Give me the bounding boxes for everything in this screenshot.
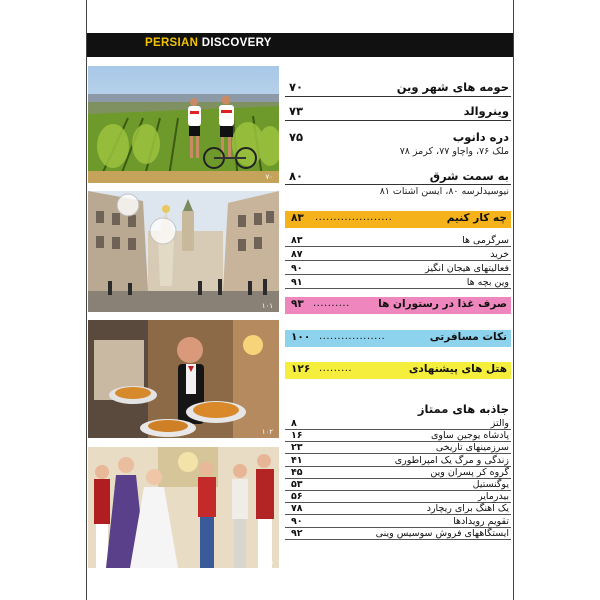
item-title: خرید: [490, 249, 509, 260]
item-title: سرگرمی ها: [462, 235, 509, 246]
toc-section[interactable]: [285, 104, 511, 120]
item-page: ۵۶: [291, 491, 303, 503]
toc-item[interactable]: [285, 277, 511, 289]
street-illustration: [88, 191, 279, 312]
toc-item[interactable]: [285, 249, 511, 261]
item-title: زندگی و مرگ یک امپراطوری: [394, 454, 509, 466]
photo-page-number: ۷۹: [265, 558, 273, 566]
highlight-item[interactable]: [285, 479, 511, 491]
item-page: ۴۵: [291, 466, 303, 478]
item-title: گروه کر پسران وین: [430, 466, 509, 478]
dot-leader: .....................: [315, 212, 393, 223]
book-page: [86, 0, 514, 600]
toc-highlights: [285, 402, 511, 572]
photo-waiter-schnitzel: [88, 320, 279, 438]
toc-travel-tips: [285, 330, 511, 348]
section-page: ۸۰: [289, 169, 304, 183]
section-page: ۷۰: [289, 80, 304, 94]
band-page: ۹۳: [291, 298, 304, 310]
photo-page-number: ۱۰۱: [261, 302, 273, 310]
band-what-to-do[interactable]: [285, 211, 511, 228]
item-page: ۱۶: [291, 430, 303, 442]
item-title: وین بچه ها: [466, 277, 509, 288]
highlight-item[interactable]: [285, 418, 511, 430]
divider: [285, 184, 511, 185]
toc-section[interactable]: [285, 130, 511, 146]
photo-page-number: ۷۰: [265, 173, 273, 181]
item-page: ۵۳: [291, 479, 303, 490]
item-title: یک آهنگ برای ریچارد: [426, 503, 509, 515]
section-title: دره دانوب: [452, 130, 509, 144]
toc-activities: [285, 211, 511, 291]
brand-accent: PERSIAN: [145, 37, 199, 49]
dot-leader: .........: [319, 363, 353, 374]
highlight-item[interactable]: [285, 455, 511, 467]
band-page: ۱۰۰: [291, 331, 311, 343]
children-illustration: [88, 447, 279, 568]
item-title: بیدرمایر: [478, 491, 509, 503]
band-hotels[interactable]: [285, 362, 511, 379]
highlight-item[interactable]: [285, 528, 511, 540]
highlight-item[interactable]: [285, 503, 511, 515]
brand-rest: DISCOVERY: [198, 37, 272, 49]
item-page: ۸: [291, 418, 297, 429]
header-bar: [87, 33, 513, 57]
item-page: ۲۳: [291, 442, 303, 454]
photo-page-number: ۱۰۲: [261, 428, 273, 436]
band-travel-tips[interactable]: [285, 330, 511, 347]
item-page: ۹۰: [291, 515, 303, 527]
divider: [285, 246, 511, 247]
item-page: ۸۷: [291, 249, 303, 260]
photo-vineyard-cyclists: [88, 66, 279, 183]
highlights-title: جاذبه های ممتاز: [417, 402, 509, 416]
item-page: ۹۰: [291, 263, 303, 274]
vineyard-illustration: [88, 66, 279, 183]
brand-title: [145, 37, 272, 49]
item-page: ۸۳: [291, 235, 303, 246]
highlight-item[interactable]: [285, 516, 511, 528]
item-title: ایستگاههای فروش سوسیس وینی: [375, 527, 509, 539]
photo-vienna-street: [88, 191, 279, 312]
toc-sections: [285, 80, 511, 200]
item-title: یوگنستیل: [472, 479, 509, 490]
section-title: حومه های شهر وین: [396, 80, 509, 94]
item-page: ۹۱: [291, 277, 303, 288]
band-page: ۸۳: [291, 212, 304, 224]
restaurant-illustration: [88, 320, 279, 438]
toc-section[interactable]: [285, 169, 511, 185]
item-page: ۷۸: [291, 503, 303, 515]
divider: [285, 539, 511, 540]
toc-section[interactable]: [285, 80, 511, 96]
divider: [285, 120, 511, 121]
section-page: ۷۳: [289, 104, 304, 118]
item-title: سرزمینهای تاریخی: [435, 442, 509, 454]
child-tricorn: [198, 462, 216, 568]
dot-leader: ..........: [313, 298, 350, 309]
child-right: [256, 454, 274, 568]
band-page: ۱۲۶: [291, 363, 311, 375]
item-title: تقویم رویدادها: [453, 515, 509, 527]
child-red-coat: [94, 465, 110, 568]
section-subtitle: نیوسیدلرسه ۸۰، ایسن اشتات ۸۱: [379, 186, 509, 197]
highlight-item[interactable]: [285, 491, 511, 503]
item-title: پادشاه یوجین ساوی: [430, 430, 509, 442]
photo-children-costumes: [88, 447, 279, 568]
toc-item[interactable]: [285, 235, 511, 247]
band-title: صرف غذا در رستوران ها: [378, 298, 507, 310]
band-title: نکات مسافرتی: [429, 331, 507, 343]
highlight-item[interactable]: [285, 442, 511, 454]
toc-hotels: [285, 362, 511, 380]
section-title: وینروالد: [463, 104, 509, 118]
item-title: والتز: [490, 418, 509, 429]
highlight-item[interactable]: [285, 430, 511, 442]
highlights-heading-row: [285, 402, 511, 418]
band-dining[interactable]: [285, 297, 511, 314]
section-page: ۷۵: [289, 130, 304, 144]
divider: [285, 96, 511, 97]
child-boy: [232, 464, 248, 568]
toc-item[interactable]: [285, 263, 511, 275]
divider: [285, 274, 511, 275]
dot-leader: ..................: [319, 331, 386, 342]
item-title: فعالیتهای هیجان انگیز: [425, 263, 509, 274]
divider: [285, 260, 511, 261]
item-page: ۴۱: [291, 454, 303, 466]
item-page: ۹۲: [291, 527, 303, 539]
highlight-item[interactable]: [285, 467, 511, 479]
section-subtitle: ملک ۷۶، واچاو ۷۷، کرمز ۷۸: [399, 146, 509, 157]
band-title: چه کار کنیم: [446, 212, 507, 224]
divider: [285, 288, 511, 289]
toc-dining: [285, 297, 511, 315]
section-title: به سمت شرق: [429, 169, 509, 183]
band-title: هتل های پیشنهادی: [408, 363, 507, 375]
